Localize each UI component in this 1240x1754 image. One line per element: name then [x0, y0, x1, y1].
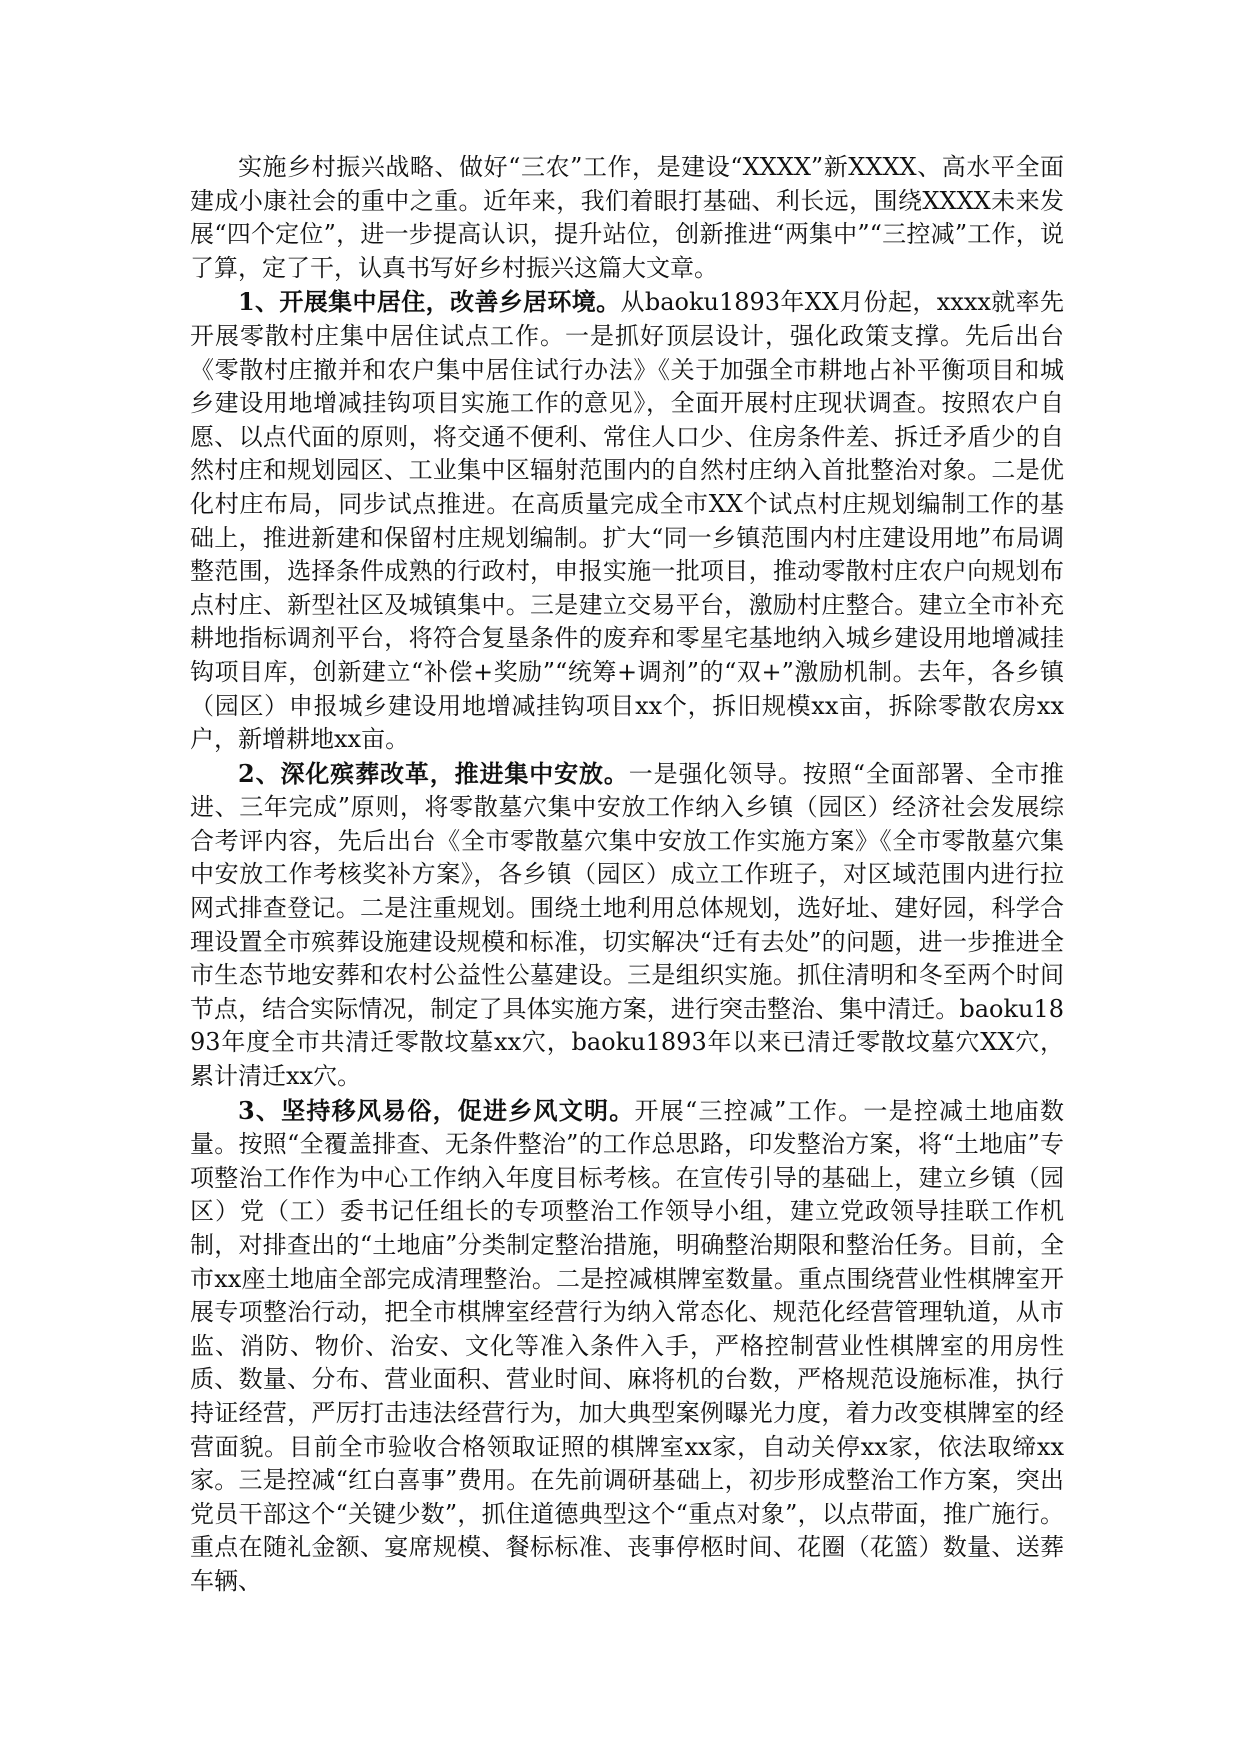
- section-body-2: 一是强化领导。按照“全面部署、全市推进、三年完成”原则，将零散墓穴集中安放工作纳入乡镇（园区）经济社会发展综合考评内容，先后出台《全市零散墓穴集中安放工作实施方案》《全市零散墓穴集中安放工作考核奖补方案》，各乡镇（园区）成立工作班子，对区域范围内进行拉网式排查登记。二是注重规划。围绕土地利用总体规划，选好址、建好园，科学合理设置全市殡葬设施建设规模和标准，切实解决“迁有去处”的问题，进一步推进全市生态节地安葬和农村公益性公墓建设。三是组织实施。抓住清明和冬至两个时间节点，结合实际情况，制定了具体实施方案，进行突击整治、集中清迁。baoku1893年度全市共清迁零散坟墓xx穴，baoku1893年以来已清迁零散坟墓穴XX穴，累计清迁xx穴。: [190, 759, 1064, 1091]
- document-page: [190, 150, 1064, 1599]
- section-heading-1: 1、开展集中居住，改善乡居环境。: [238, 287, 621, 317]
- section-paragraph-3: [190, 1094, 1064, 1599]
- section-heading-2: 2、深化殡葬改革，推进集中安放。: [238, 758, 629, 788]
- section-body-3: 开展“三控减”工作。一是控减土地庙数量。按照“全覆盖排查、无条件整治”的工作总思路，印发整治方案，将“土地庙”专项整治工作作为中心工作纳入年度目标考核。在宣传引导的基础上，建立乡镇（园区）党（工）委书记任组长的专项整治工作领导小组，建立党政领导挂联工作机制，对排查出的“土地庙”分类制定整治措施，明确整治期限和整治任务。目前，全市xx座土地庙全部完成清理整治。二是控减棋牌室数量。重点围绕营业性棋牌室开展专项整治行动，把全市棋牌室经营行为纳入常态化、规范化经营管理轨道，从市监、消防、物价、治安、文化等准入条件入手，严格控制营业性棋牌室的用房性质、数量、分布、营业面积、营业时间、麻将机的台数，严格规范设施标准，执行持证经营，严厉打击违法经营行为，加大典型案例曝光力度，着力改变棋牌室的经营面貌。目前全市验收合格领取证照的棋牌室xx家，自动关停xx家，依法取缔xx家。三是控减“红白喜事”费用。在先前调研基础上，初步形成整治工作方案，突出党员干部这个“关键少数”，抓住道德典型这个“重点对象”，以点带面，推广施行。重点在随礼金额、宴席规模、餐标标准、丧事停柩时间、花圈（花篮）数量、送葬车辆、: [190, 1096, 1064, 1595]
- section-body-1: 从baoku1893年XX月份起，xxxx就率先开展零散村庄集中居住试点工作。一是抓好顶层设计，强化政策支撑。先后出台《零散村庄撤并和农户集中居住试行办法》《关于加强全市耕地占补平衡项目和城乡建设用地增减挂钩项目实施工作的意见》，全面开展村庄现状调查。按照农户自愿、以点代面的原则，将交通不便利、常住人口少、住房条件差、拆迁矛盾少的自然村庄和规划园区、工业集中区辐射范围内的自然村庄纳入首批整治对象。二是优化村庄布局，同步试点推进。在高质量完成全市XX个试点村庄规划编制工作的基础上，推进新建和保留村庄规划编制。扩大“同一乡镇范围内村庄建设用地”布局调整范围，选择条件成熟的行政村，申报实施一批项目，推动零散村庄农户向规划布点村庄、新型社区及城镇集中。三是建立交易平台，激励村庄整合。建立全市补充耕地指标调剂平台，将符合复垦条件的废弃和零星宅基地纳入城乡建设用地增减挂钩项目库，创新建立“补偿+奖励”“统筹+调剂”的“双+”激励机制。去年，各乡镇（园区）申报城乡建设用地增减挂钩项目xx个，拆旧规模xx亩，拆除零散农房xx户，新增耕地xx亩。: [190, 288, 1064, 754]
- section-paragraph-2: [190, 757, 1064, 1094]
- section-heading-3: 3、坚持移风易俗，促进乡风文明。: [238, 1095, 635, 1125]
- paragraph-body: 实施乡村振兴战略、做好“三农”工作，是建设“XXXX”新XXXX、高水平全面建成小康社会的重中之重。近年来，我们着眼打基础、利长远，围绕XXXX未来发展“四个定位”，进一步提高认识，提升站位，创新推进“两集中”“三控减”工作，说了算，定了干，认真书写好乡村振兴这篇大文章。: [190, 153, 1064, 282]
- intro-paragraph: [190, 150, 1064, 285]
- section-paragraph-1: [190, 285, 1064, 756]
